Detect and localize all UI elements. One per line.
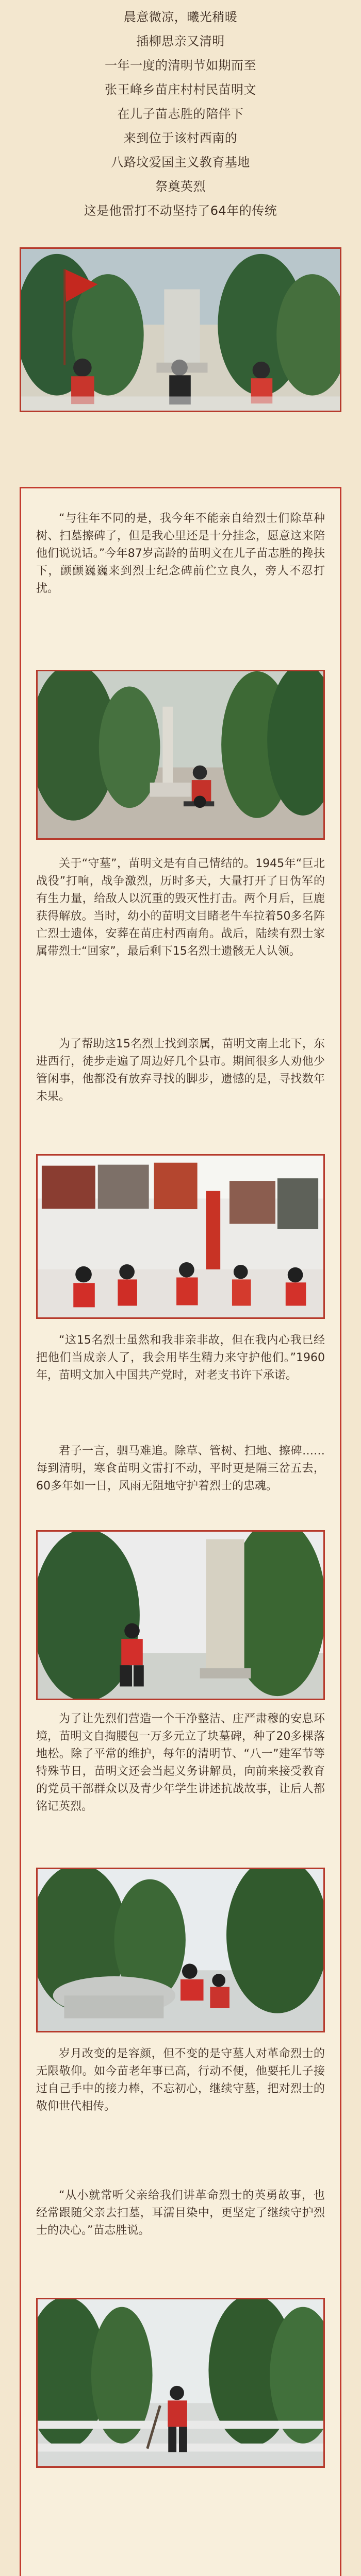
sweeping-cemetery-photo	[36, 2298, 325, 2468]
wiping-stele-photo	[36, 1530, 325, 1700]
intro-line: 张王峰乡苗庄村村民苗明文	[105, 82, 256, 97]
intro-line: 晨意微凉，曦光稍暖	[123, 10, 238, 24]
paragraph: “这15名烈士虽然和我非亲非故，但在我内心我已经把他们当成亲人了，我会用毕生精力来守护他们。”1960年，苗明文加入中国共产党时，对老支书许下承诺。	[36, 1334, 325, 1382]
paragraph: 为了帮助这15名烈士找到亲属，苗明文南上北下，东进西行，徒步走遍了周边好几个县市。期间很多人劝他少管闲事，他都没有放弃寻找的脚步，遗憾的是，寻找数年未果。	[36, 1038, 325, 1103]
intro-line: 来到位于该村西南的	[123, 131, 238, 145]
intro-line: 插柳思亲又清明	[136, 34, 225, 48]
paragraph: “与往年不同的是，我今年不能亲自给烈士们除草种树、扫墓擦碑了，但是我心里还是十分挂念，愿意这来陪他们说说话。”今年87岁高龄的苗明文在儿子苗志胜的搀扶下，颤颤巍巍来到烈士纪念碑前伫立良久，旁人不忍打扰。	[36, 512, 325, 595]
paragraph: “从小就常听父亲给我们讲革命烈士的英勇故事，也经常跟随父亲去扫墓，耳濡目染中，更坚定了继续守护烈士的决心。”苗志胜说。	[36, 2189, 325, 2237]
intro-verse	[20, 5, 341, 223]
planting-memorial-photo	[36, 670, 325, 840]
intro-line: 这是他雷打不动坚持了64年的传统	[84, 204, 277, 218]
intro-line: 在儿子苗志胜的陪伴下	[117, 107, 244, 121]
paragraph: 岁月改变的是容颜，但不变的是守墓人对革命烈士的无限敬仰。如今苗老年事已高，行动不便，他要托儿子接过自己手中的接力棒，不忘初心，继续守墓，把对烈士的敬仰世代相传。	[36, 2047, 325, 2113]
exhibition-visit-photo	[36, 1154, 325, 1319]
paragraph: 为了让先烈们营造一个干净整洁、庄严肃穆的安息环境，苗明文自掏腰包一万多元立了块墓碑，种了20多棵落地松。除了平常的维护，每年的清明节、“八一”建军节等特殊节日，苗明文还会当起义务讲解员，向前来接受教育的党员干部群众以及青少年学生讲述抗战故事，让后人都铭记英烈。	[36, 1713, 325, 1813]
kneeling-at-grave-photo	[36, 1868, 325, 2032]
intro-line: 一年一度的清明节如期而至	[105, 58, 256, 73]
intro-line: 祭奠英烈	[155, 179, 206, 194]
paragraph: 关于“守墓”，苗明文是有自己情结的。1945年“巨北战役”打响，战争激烈，历时多天，大量打开了日伪军的有生力量，给敌人以沉重的毁灭性打击。两个月后，巨鹿获得解放。当时，幼小的苗明文目睹老牛车拉着50多名阵亡烈士遗体，安葬在苗庄村西南角。战后，陆续有烈士家属带烈士“回家”，最后剩下15名烈士遗骸无人认领。	[36, 857, 325, 958]
memorial-group-photo	[20, 247, 341, 412]
intro-line: 八路坟爱国主义教育基地	[111, 155, 250, 170]
paragraph: 君子一言，驷马难追。除草、管树、扫地、擦碑……每到清明，寒食苗明文雷打不动，平时更是隔三岔五去，60多年如一日，风雨无阻地守护着烈士的忠魂。	[36, 1445, 325, 1493]
